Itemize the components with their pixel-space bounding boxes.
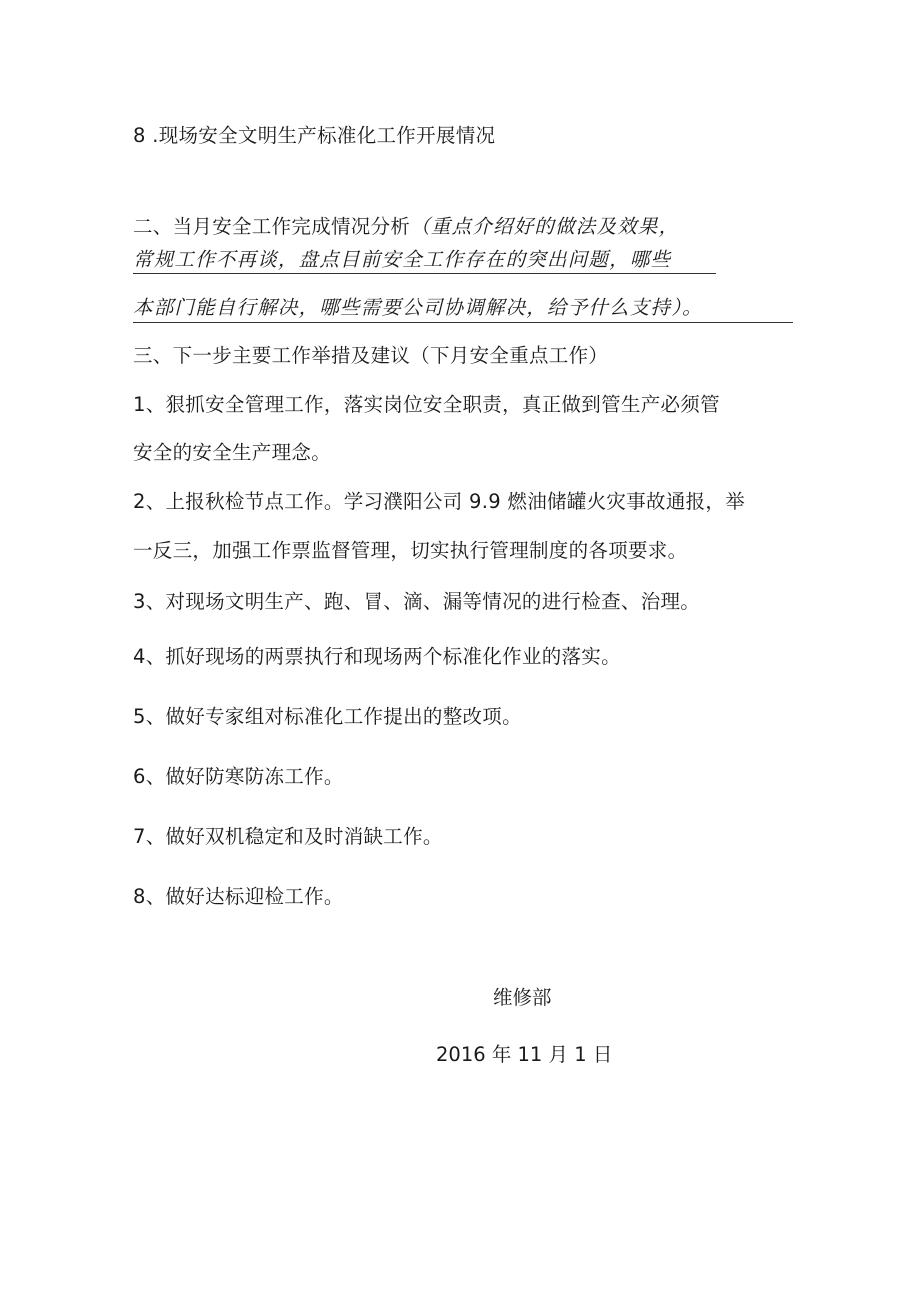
list-item: 安全的安全生产理念。 [133,441,332,464]
section-item-8: 8 .现场安全文明生产标准化工作开展情况 [133,124,496,147]
section2-line1 [133,213,679,241]
underline-rule-2 [133,322,793,323]
section2-note-line3: 本部门能自行解决，哪些需要公司协调解决，给予什么支持）。 [133,296,703,319]
list-item: 6、做好防寒防冻工作。 [133,765,344,788]
list-item: 一反三，加强工作票监督管理，切实执行管理制度的各项要求。 [133,539,688,562]
list-item: 4、抓好现场的两票执行和现场两个标准化作业的落实。 [133,645,621,668]
section2-note-line2: 常规工作不再谈，盘点目前安全工作存在的突出问题，哪些 [133,248,672,271]
section2-note-line1: （重点介绍好的做法及效果， [410,215,680,238]
list-item: 7、做好双机稳定和及时消缺工作。 [133,825,443,848]
section3-heading: 三、下一步主要工作举措及建议（下月安全重点工作） [133,344,609,367]
list-item: 1、狠抓安全管理工作，落实岗位安全职责，真正做到管生产必须管 [133,393,720,416]
list-item: 2、上报秋检节点工作。学习濮阳公司 9.9 燃油储罐火灾事故通报，举 [133,490,746,513]
signature-department: 维修部 [493,986,552,1009]
list-item: 3、对现场文明生产、跑、冒、滴、漏等情况的进行检查、治理。 [133,590,701,613]
section2-heading: 二、当月安全工作完成情况分析 [133,215,411,238]
list-item: 8、做好达标迎检工作。 [133,885,344,908]
list-item: 5、做好专家组对标准化工作提出的整改项。 [133,705,522,728]
signature-date: 2016 年 11 月 1 日 [436,1043,613,1066]
